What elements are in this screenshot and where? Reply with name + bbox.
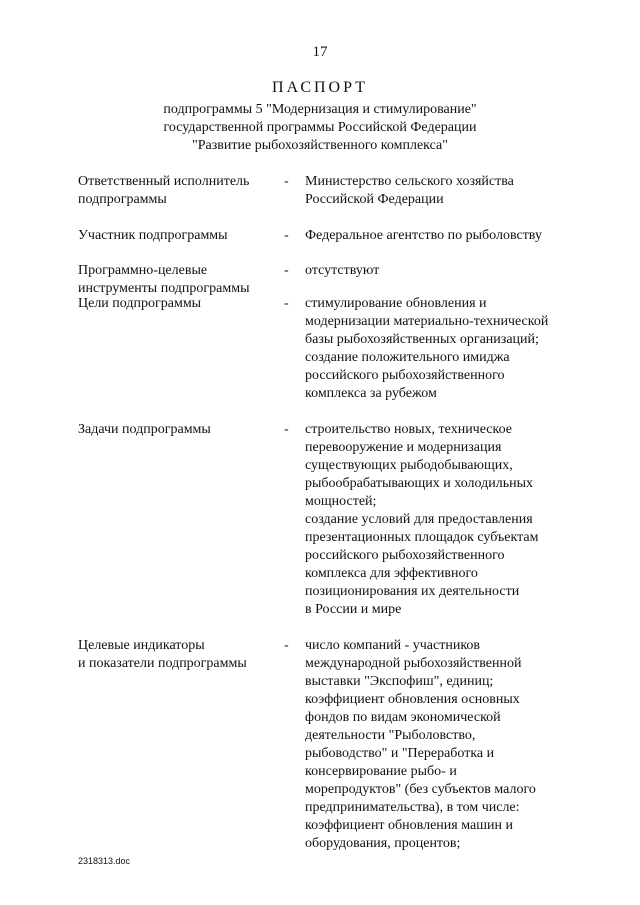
value-line: базы рыбохозяйственных организаций; — [305, 332, 539, 347]
value-line: консервирование рыбо- и — [305, 764, 457, 779]
value-line: комплекса для эффективного — [305, 566, 478, 581]
row-label — [78, 262, 278, 298]
label-line: Ответственный исполнитель — [78, 174, 250, 189]
value-line: Федеральное агентство по рыболовству — [305, 228, 542, 243]
row-value — [305, 421, 605, 619]
label-line: Задачи подпрограммы — [78, 422, 211, 437]
value-line: число компаний - участников — [305, 638, 481, 653]
row-dash: - — [284, 228, 289, 243]
value-line: рыбообрабатывающих и холодильных — [305, 476, 533, 491]
value-line: строительство новых, техническое — [305, 422, 512, 437]
value-line: выставки "Экспофиш", единиц; — [305, 674, 494, 689]
value-line: создание положительного имиджа — [305, 350, 510, 365]
row-target-indicators — [0, 637, 640, 853]
value-line: модернизации материально-технической — [305, 314, 549, 329]
value-line: в России и мире — [305, 602, 402, 617]
label-line: инструменты подпрограммы — [78, 281, 250, 296]
row-goals — [0, 295, 640, 403]
value-line: перевооружение и модернизация — [305, 440, 502, 455]
value-line: коэффициент обновления основных — [305, 692, 520, 707]
label-line: и показатели подпрограммы — [78, 656, 247, 671]
row-value — [305, 173, 605, 209]
value-line: существующих рыбодобывающих, — [305, 458, 513, 473]
row-label — [78, 295, 278, 313]
row-label — [78, 637, 278, 673]
value-line: деятельности "Рыболовство, — [305, 728, 476, 743]
value-line: морепродуктов" (без субъектов малого — [305, 782, 536, 797]
label-line: Цели подпрограммы — [78, 296, 202, 311]
document-title: ПАСПОРТ — [272, 79, 368, 96]
value-line: позиционирования их деятельности — [305, 584, 520, 599]
label-line: подпрограммы — [78, 192, 167, 207]
value-line: предпринимательства), в том числе: — [305, 800, 520, 815]
value-line: оборудования, процентов; — [305, 836, 461, 851]
row-responsible-executor — [0, 173, 640, 209]
value-line: международной рыбохозяйственной — [305, 656, 522, 671]
row-participant — [0, 227, 640, 245]
value-line: стимулирование обновления и — [305, 296, 487, 311]
row-label — [78, 173, 278, 209]
value-line: презентационных площадок субъектам — [305, 530, 539, 545]
row-value — [305, 262, 605, 280]
row-dash: - — [284, 174, 289, 189]
subtitle-line: подпрограммы 5 "Модернизация и стимулирование" — [163, 102, 477, 117]
label-line: Программно-целевые — [78, 263, 208, 278]
label-line: Участник подпрограммы — [78, 228, 228, 243]
value-line: мощностей; — [305, 494, 377, 509]
row-label — [78, 421, 278, 439]
value-line: рыбоводство" и "Переработка и — [305, 746, 495, 761]
subtitle-line: "Развитие рыбохозяйственного комплекса" — [192, 138, 448, 153]
row-dash: - — [284, 422, 289, 437]
value-line: российского рыбохозяйственного — [305, 548, 505, 563]
page-number: 17 — [312, 44, 328, 60]
value-line: фондов по видам экономической — [305, 710, 501, 725]
row-dash: - — [284, 296, 289, 311]
value-line: комплекса за рубежом — [305, 386, 437, 401]
row-dash: - — [284, 638, 289, 653]
subtitle-line: государственной программы Российской Федерации — [163, 120, 477, 135]
value-line: Российской Федерации — [305, 192, 444, 207]
label-line: Целевые индикаторы — [78, 638, 205, 653]
passport-table — [0, 173, 640, 853]
footer-filename: 2318313.doc — [78, 856, 131, 866]
value-line: создание условий для предоставления — [305, 512, 533, 527]
document-subtitle — [0, 101, 640, 155]
row-tasks — [0, 421, 640, 619]
value-line: коэффициент обновления машин и — [305, 818, 513, 833]
value-line: Министерство сельского хозяйства — [305, 174, 514, 189]
row-value — [305, 227, 605, 245]
row-program-instruments — [0, 262, 640, 298]
value-line: отсутствуют — [305, 263, 380, 278]
row-dash: - — [284, 263, 289, 278]
row-value — [305, 637, 605, 853]
value-line: российского рыбохозяйственного — [305, 368, 505, 383]
row-label — [78, 227, 278, 245]
row-value — [305, 295, 605, 403]
